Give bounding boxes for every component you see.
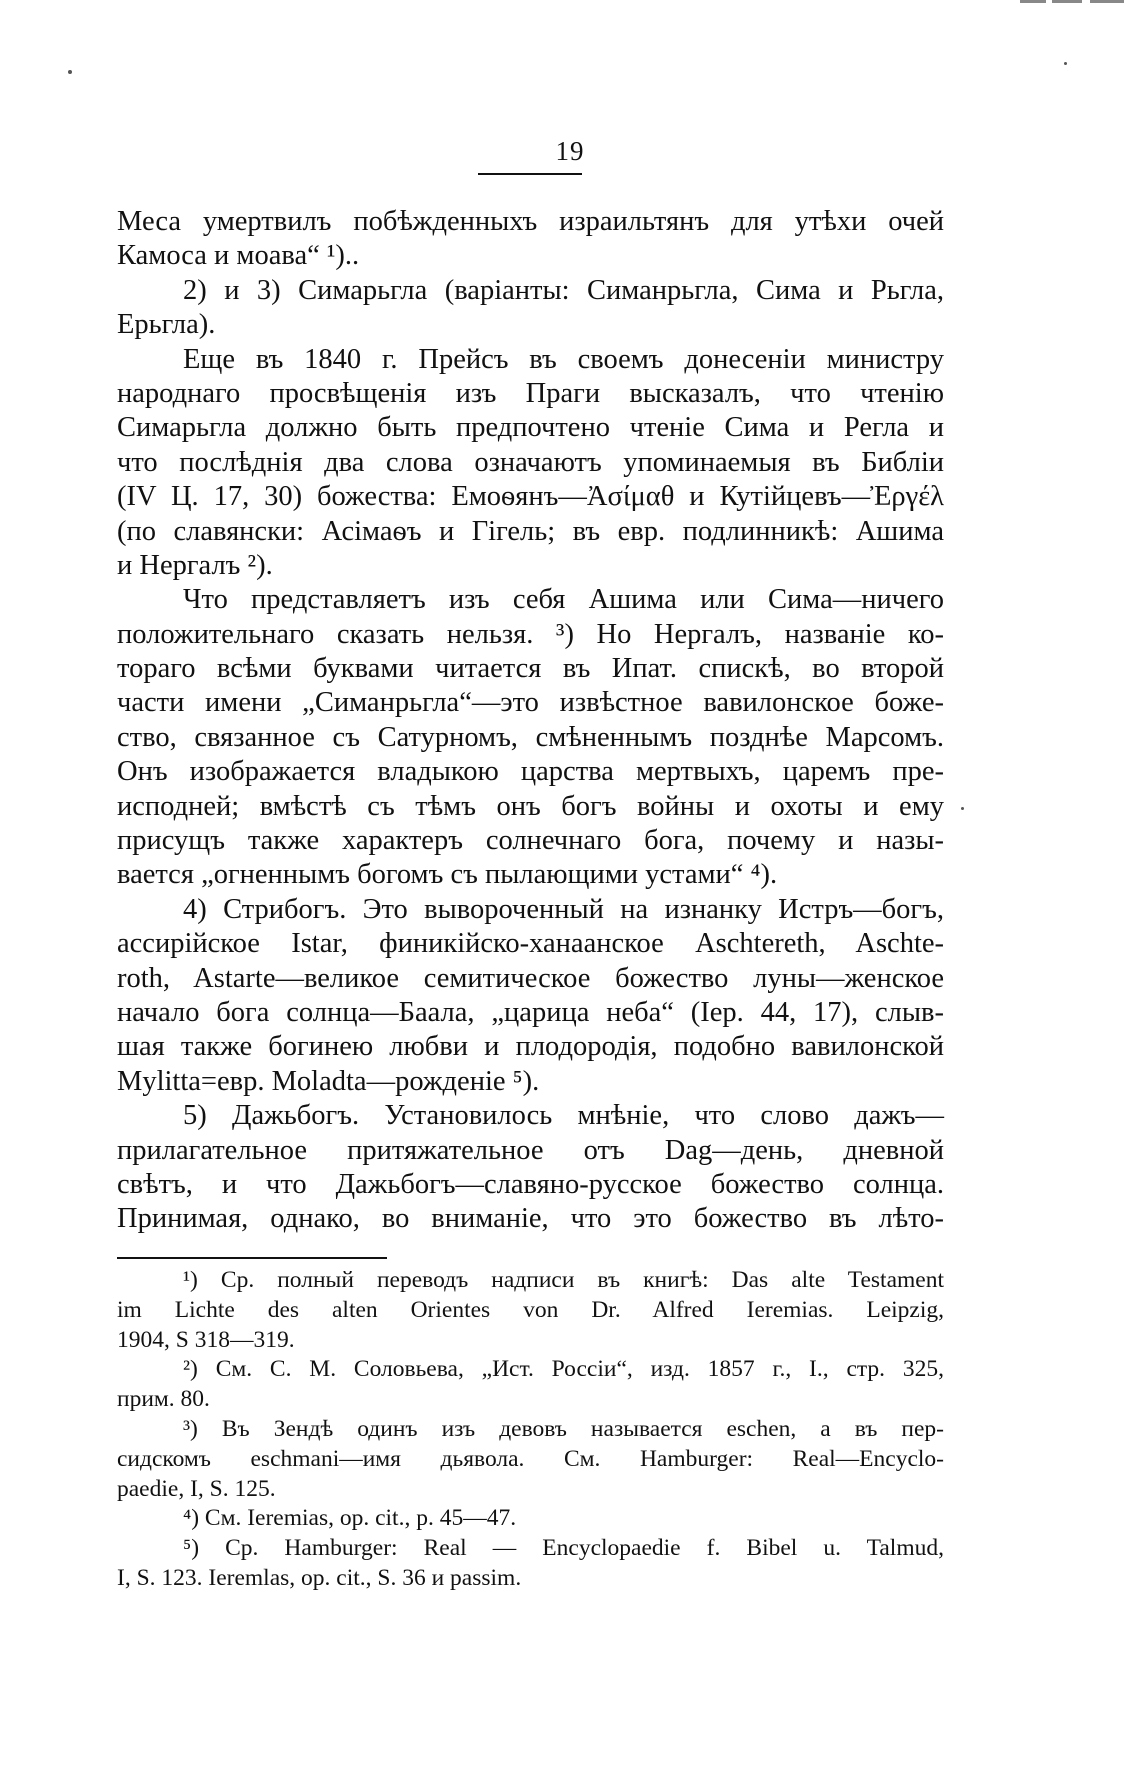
footnote-line: прим. 80. xyxy=(117,1386,210,1413)
text-line: Mylitta=евр. Moladta—рожденіе ⁵). xyxy=(117,1065,540,1097)
footnote-line: 1904, S 318—319. xyxy=(117,1326,295,1353)
text-line: вается „огненнымъ богомъ съ пылающими устами“ ⁴). xyxy=(117,859,778,891)
text-line: Симарьгла должно быть предпочтено чтеніе Сима и Регла и xyxy=(117,412,944,444)
text-line: Онъ изображается владыкою царства мертвыхъ, царемъ пре- xyxy=(117,756,944,788)
footnote-line: ⁵) Ср. Hamburger: Real — Encyclopaedie f. Bibel u. Talmud, xyxy=(183,1535,944,1562)
text-line: и Нергалъ ²). xyxy=(117,549,273,581)
text-line: (по славянски: Асімаѳъ и Гігель; въ евр. подлинникѣ: Ашима xyxy=(117,515,944,547)
text-line: Еще въ 1840 г. Прейсъ въ своемъ донесеніи министру xyxy=(183,343,944,375)
text-line: 2) и 3) Симарьгла (варіанты: Симанрьгла, Сима и Рьгла, xyxy=(183,274,944,306)
text-line: ассирійское Istar, финикійско-ханаанское Aschtereth, Aschte- xyxy=(117,928,944,960)
text-line: Камоса и моава“ ¹).. xyxy=(117,240,360,272)
text-line: исподней; вмѣстѣ съ тѣмъ онъ богъ войны и охоты и ему xyxy=(117,790,944,822)
text-line: Что представляетъ изъ себя Ашима или Сима—ничего xyxy=(183,584,944,616)
text-line: прилагательное притяжательное отъ Dag—день, дневной xyxy=(117,1134,944,1166)
text-line: начало бога солнца—Баала, „царица неба“ (Іер. 44, 17), слыв- xyxy=(117,996,944,1028)
text-line: шая также богинею любви и плодородія, подобно вавилонской xyxy=(117,1031,944,1063)
footnotes xyxy=(117,1266,944,1594)
footnote-separator xyxy=(117,1257,387,1259)
footnote-line: paedie, I, S. 125. xyxy=(117,1475,276,1502)
body-text xyxy=(117,205,944,1237)
text-line: 5) Дажьбогъ. Установилось мнѣніе, что слово дажъ— xyxy=(183,1100,944,1132)
text-line: (IV Ц. 17, 30) божества: Емоѳянъ—Ἀσίμαθ и Кутійцевъ—Ἐργέλ xyxy=(117,481,944,513)
page-number: 19 xyxy=(555,136,585,166)
footnote-line: ³) Въ Зендѣ одинъ изъ девовъ называется eschen, а въ пер- xyxy=(183,1415,944,1442)
footnote-line: ⁴) См. Ieremias, op. cit., p. 45—47. xyxy=(183,1505,517,1532)
footnote-line: ²) См. С. М. Соловьева, „Ист. Россіи“, изд. 1857 г., I., стр. 325, xyxy=(183,1356,944,1383)
scan-speck xyxy=(961,807,964,810)
scan-speck xyxy=(68,70,72,74)
text-line: что послѣднія два слова означаютъ упоминаемыя въ Библіи xyxy=(117,446,944,478)
text-line: присущъ также характеръ солнечнаго бога, почему и назы- xyxy=(117,825,944,857)
text-line: Меса умертвилъ побѣжденныхъ израильтянъ для утѣхи очей xyxy=(117,206,944,237)
text-line: ство, связанное съ Сатурномъ, смѣненнымъ позднѣе Марсомъ. xyxy=(117,721,944,753)
text-line: народнаго просвѣщенія изъ Праги высказалъ, что чтенію xyxy=(117,377,944,409)
scan-edge-mark xyxy=(1000,0,1140,6)
footnote-line: сидскомъ eschmani—имя дьявола. См. Hamburger: Real—Encyclo- xyxy=(117,1445,944,1472)
text-line: положительнаго сказать нельзя. ³) Но Нергалъ, названіе ко- xyxy=(117,618,944,650)
text-line: тораго всѣми буквами читается въ Ипат. спискѣ, во второй xyxy=(117,653,944,685)
scan-speck xyxy=(1064,62,1067,65)
page-number-rule xyxy=(478,173,582,175)
text-line: Ерьгла). xyxy=(117,309,216,341)
text-line: части имени „Симанрьгла“—это извѣстное вавилонское боже- xyxy=(117,687,944,719)
text-line: roth, Astarte—великое семитическое божество луны—женское xyxy=(117,962,944,994)
footnote-line: im Lichte des alten Orientes von Dr. Alfred Ieremias. Leipzig, xyxy=(117,1296,944,1323)
footnote-line: ¹) Ср. полный переводъ надписи въ книгѣ: Das alte Testament xyxy=(183,1267,944,1293)
text-line: свѣтъ, и что Дажьбогъ—славяно-русское божество солнца. xyxy=(117,1168,944,1200)
text-line: 4) Стрибогъ. Это вывороченный на изнанку Истръ—богъ, xyxy=(183,893,944,925)
footnote-line: I, S. 123. Ieremlas, op. cit., S. 36 и passim. xyxy=(117,1564,522,1591)
text-line: Принимая, однако, во вниманіе, что это божество въ лѣто- xyxy=(117,1203,944,1235)
